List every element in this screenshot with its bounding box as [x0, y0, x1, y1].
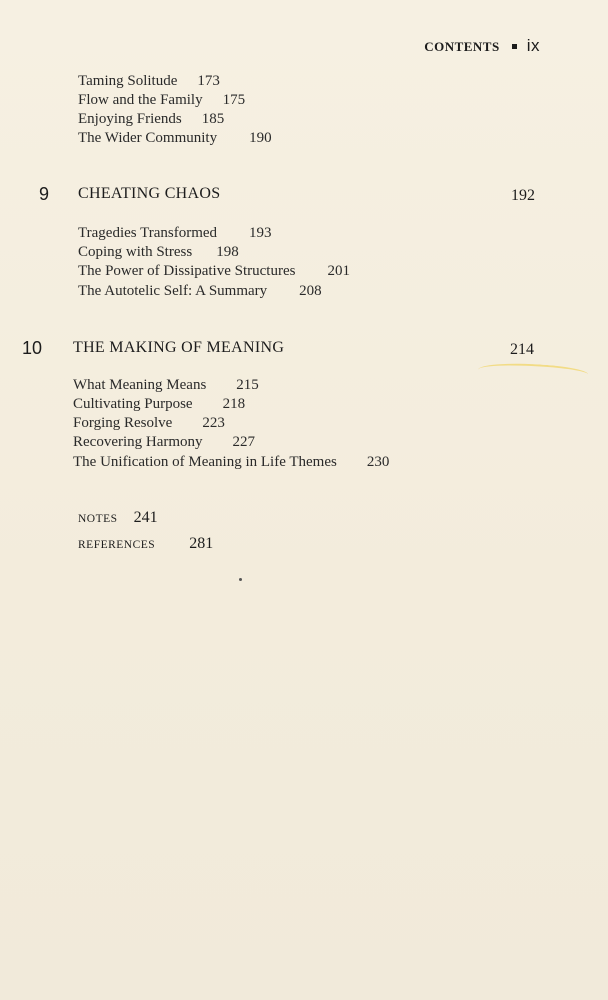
- back-matter-page: 281: [189, 535, 214, 552]
- toc-entry-title: Recovering Harmony: [73, 434, 203, 450]
- back-matter-entry: [78, 535, 213, 553]
- toc-entry-title: Flow and the Family: [78, 92, 203, 108]
- back-matter-label: REFERENCES: [78, 539, 156, 551]
- chapter-title: THE MAKING OF MEANING: [73, 339, 285, 356]
- toc-entry-page: 215: [236, 377, 259, 393]
- running-head: [424, 36, 540, 56]
- toc-entry: [78, 224, 272, 243]
- page-number: ix: [526, 36, 540, 55]
- square-bullet-icon: [512, 44, 517, 49]
- toc-entry-page: 227: [232, 434, 256, 450]
- toc-entry-title: Taming Solitude: [78, 73, 178, 89]
- chapter-number: 9: [39, 184, 50, 204]
- running-head-title: CONTENTS: [424, 39, 500, 54]
- toc-entry-title: What Meaning Means: [73, 377, 207, 393]
- toc-entry: [73, 395, 245, 414]
- toc-entry: [78, 262, 350, 281]
- toc-entry-page: 201: [327, 263, 350, 279]
- chapter-page: 214: [510, 341, 534, 358]
- toc-entry: [78, 243, 239, 262]
- toc-entry-title: Enjoying Friends: [78, 111, 182, 127]
- toc-entry-title: Tragedies Transformed: [78, 225, 218, 241]
- toc-entry-title: Cultivating Purpose: [73, 396, 193, 412]
- toc-entry-title: The Autotelic Self: A Summary: [78, 283, 268, 299]
- toc-entry: [73, 376, 259, 395]
- chapter-title: CHEATING CHAOS: [78, 185, 221, 202]
- chapter-number: 10: [22, 338, 43, 358]
- highlighter-mark: [478, 360, 589, 384]
- toc-entry: [78, 282, 322, 301]
- chapter-page: 192: [511, 187, 535, 204]
- toc-entry-page: 223: [202, 415, 225, 431]
- back-matter-label: NOTES: [78, 513, 118, 525]
- toc-entry-title: The Power of Dissipative Structures: [78, 263, 296, 279]
- toc-entry: [73, 453, 389, 472]
- toc-entry-page: 218: [222, 396, 246, 412]
- toc-entry-title: The Unification of Meaning in Life Themes: [73, 454, 337, 470]
- back-matter-entry: [78, 509, 158, 527]
- toc-entry-title: The Wider Community: [78, 130, 218, 146]
- toc-entry-page: 230: [366, 454, 390, 470]
- toc-entry: [78, 72, 220, 91]
- back-matter-page: 241: [133, 509, 158, 526]
- toc-entry-title: Coping with Stress: [78, 244, 193, 260]
- toc-entry: [73, 433, 255, 452]
- toc-entry-page: 193: [249, 225, 272, 241]
- toc-entry-page: 198: [216, 244, 239, 260]
- toc-entry-page: 208: [299, 283, 322, 299]
- paper-speck: [239, 578, 242, 581]
- toc-entry-page: 175: [222, 92, 246, 108]
- toc-entry-page: 190: [249, 130, 272, 146]
- toc-entry-page: 173: [197, 73, 220, 89]
- toc-entry: [78, 91, 245, 110]
- toc-entry: [73, 414, 225, 433]
- toc-entry: [78, 110, 224, 129]
- toc-entry: [78, 129, 272, 148]
- toc-entry-page: 185: [201, 111, 225, 127]
- toc-entry-title: Forging Resolve: [73, 415, 173, 431]
